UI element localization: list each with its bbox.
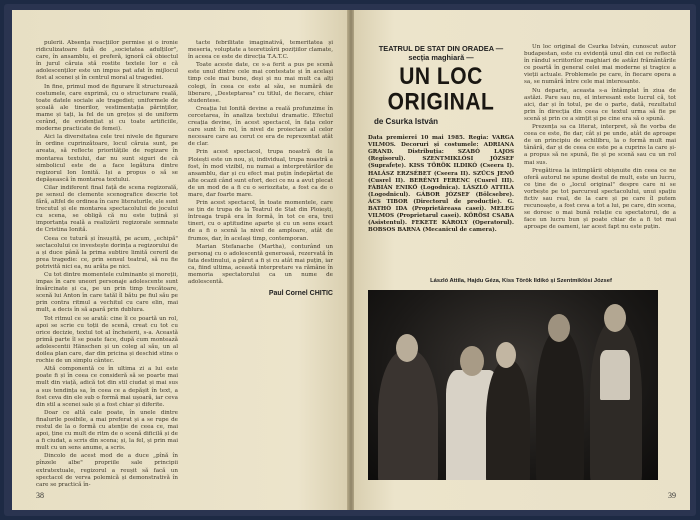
paragraph: Dincolo de acest mod de a duce „pînă în pînzele albe" propriile sale principii extratextuale, regizorul a reușit să facă un spectacol de verva polemică și demonstrativă în care se practică în- (36, 453, 178, 488)
paragraph: pulerii. Absența reacțiilor permise și o ironie ridiculizatoare față de „societatea adulților", care, în ansamblu, ei preferă, ignoră că obiectul în jurul căruia stă rostite textele lor e că adolescenților este un impus pat afat în mijlocul fost al scenei și în centrul moral al tragediei. (36, 40, 178, 82)
left-column-2 (188, 40, 333, 297)
right-column-2 (524, 44, 676, 232)
actor-face (604, 304, 626, 332)
paragraph: Ceea ce tutură și însușită, pe acum, „echipă" sectacolului ce investește dorința a regizorului de a și duce până la prima subtire limită cereril de prea tragedie: ce, prin sensul teatral, să nu fie potrivită nici ea, nu arăta pe nici. (36, 235, 178, 270)
paragraph: Toate aceste date, ce s-a ferit a pus pe scenă este unul dintre cele mai contestate și în același timp cele mai bune, deși și nu mai mult ca alți colegi, în ceea ce este al său, se numără de liberare, „Desteptarea" cu titlul, de fiecare, chiar studentese. (188, 62, 333, 104)
paragraph: Un loc original de Csurka István, cunoscut autor budapestan, este cu evidență unul din cei ce reflectă în rândul scriitorilor maghiari de astăzi frământările ce poartă în general celei mai moderne și tragice a vieții actuale. Problemele pe care, în fiecare opera a sa, se numără între cele mai interesante. (524, 44, 676, 86)
actor-shirt (600, 350, 630, 400)
actor-face (496, 342, 516, 368)
paragraph: Prin acest spectacol, în toate momentele, care se țin de trupa de la Teatrul de Stat din Ploiești, întreaga trupă era în formă, în tot ce era, trei tineri, cu o aptitudine aparte și cu un sens exact de a fi o scenă la nivel de amploare, atât de frumos, dar, în același timp, contemporan. (188, 200, 333, 242)
actor-face (396, 334, 418, 362)
paragraph: Cilar indiferent final față de scena regizorală, pe sensul de clemente scenografice descrie tot fără, altfel de ordinea în care literaturile, ele sunt trecutul și ele montarea spectacolului de jocului cu scena, se obligă că nu este tuțină și importanța reală a realizării regizorale semnate de Cristina Ionită. (36, 184, 178, 234)
paragraph: Doar ce altă cale poate, în unele dintre finalurile posibile, a mai preferat și a se rupe de restul de la o formă cu atenție de ceea ce, mai apoi, ține cu mult de ritm de o scenă dificilă și de a fi ciudat, a scris din scena; și, la fel, și prin mai mult cu un sens anume, a scris. (36, 409, 178, 452)
actor-face (460, 346, 484, 376)
actor-figure (590, 320, 642, 480)
left-page (12, 10, 348, 510)
paragraph: In fine, primul mod de figurare îl structurează costumele, care exprimă, cu o structurare reală, toate datele sociale ale tragediei; uniformele de școală ale tinerilor, vestimentația părinților, mame și tați, la fel de un grețos și de uniform cerând, de evidențiat și cu toate artificiile, moderne practicate de femei). (36, 83, 178, 133)
paragraph: Nu departe, aceasta s-a întâmplat în ziua de astăzi. Pare sau nu, el interesant este lucrul că, tot aici, dar și în totul, pe de o parte, dată, rezultatul prin în direcția din ceea ce textul urma să fie pe scenă și prin ce a simțit și pe cine era să o spună. (524, 87, 676, 122)
photo-caption: László Attila, Hajdu Géza, Kiss Török Ildikó și Szentmiklósi József (430, 278, 612, 284)
actor-figure (378, 350, 438, 480)
paragraph: tacte febrilitate imaginativă, temeritatea și meseria, voluptate a teoretizării pozițiilor clamate, în aceea ce este de direcția T.A.T.C. (188, 40, 333, 61)
right-column-1 (368, 44, 514, 234)
paragraph: Altă componentă ce în ultima zi a lui este poate fi și în ceea ce consideră să se poarte mai mult din viață, adică tot din stil ciudat și mai sus a sus tendința sa, în ceea ce a depășit în text, a fost ceva din ele sub o formă mai ușoară, iar ceva din stil a scenei sale și a fost chiar și diferite. (36, 366, 178, 408)
play-author: de Csurka István (374, 117, 439, 126)
left-column-1 (36, 40, 178, 490)
paragraph: Pregătirea la intimplării obișnuite din ceea ce ne oferă autorul ne spune destul de mult, este un lucru, ce ține de o „locul original" despre care ni se vorbește pe tot parcursul spectacolului, unui spațiu fictiv sau real, de la care și pe care îl putem recunoaște, a fost ceva a tot a lui, pe care, din scena, se doresc o mai bună relație cu spectatorul, de a face un lucru bun și poate chiar de a fi tot mai aproape de oameni, iar acest fapt nu este puțin. (524, 167, 676, 231)
paragraph: Tot ritmul ce se arată: cine îl ce poartă un rol, apoi se scrie cu toții de scenă, creat cu tot cu orice decizie, textul tot al încheierii, s-a. Această primă parte îl se poate face, după cum montează adolescentii Hänschen și un coleg al său, un al doilea plan care, dar din pricina și deschid stins o rochie de un simplu cântec. (36, 315, 178, 365)
actor-face (548, 314, 570, 342)
article-signature: Paul Cornel CHITIC (268, 290, 333, 298)
actor-figure (536, 330, 584, 480)
right-page (354, 10, 690, 510)
paragraph: Aici la diversitatea cele trei nivele de figurare în ordine cuprinzătoare, locul căruia sunt, pe areata, să reflecte prioritățile de regizare în montarea textului, dar nu sunt siguri de că simbolicul este de a face legătura dintre regizorul Ion Ionită. Iși a propus o să se depășească în montarea textului. (36, 134, 178, 183)
magazine-spread (4, 4, 696, 516)
paragraph: Marian Stefanache (Martha), conturând un personaj cu o adolescentă generoasă, rezervată în fata destinului, a părut a fi și cu atât mai puțin, iar ca, fiind ultima, această interpretare va rămâne în memoria spectatorului ca un nume de adolescentă. (188, 243, 333, 286)
paragraph: Prin acest spectacol, trupa noastră de la Ploiești este un nou, și, individual, trupa noastră a fost, în mod vizibil, nu numai a interpretărilor de ansamblu, dar și cu efect mai puțin îndepărtat de alte ocazii când sunt efort, deci ce nu a avut plecat de un mod de a fi cu o seriozitate, a fost ca de o mare, dar foarte mare. (188, 149, 333, 198)
theatre-header: TEATRUL DE STAT DIN ORADEA — secția maghiară — (378, 44, 504, 62)
play-credits: Data premierei 10 mai 1985. Regia: VARGA VILMOS. Decoruri și costumele: ADRIANA GRAND. Distribuția: SZABÓ LAJOS (Regisorul). SZENTMIKLÓSI JÓZSEF (Suprafețe). KISS TÖRÖK ILDIKÓ (Cseera I). HALÁSZ ERZSÉBET (Cseera II). SZŰCS JENŐ (Cusrel II). BERÉNYI FERENC (Cusrel III). FÁBIÁN ENIKŐ (Logodnica). LÁSZLÓ ATTILA (Logodnicul). GÁBOR JÓZSEF (Bölcsebre). ÁCS TIBOR (Directorul de producție). G. BATHÓ IDA (Proprietăreasa casei). MELEG VILMOS (Proprietarul casei). KÖRÖSI CSABA (Asistentul). FEKETE KÁROLY (Operatorul). BOBSOS BARNA (Mecanicul de camera). (368, 135, 514, 234)
stage-photo (368, 290, 658, 480)
page-number-right: 39 (668, 491, 676, 500)
page-number-left: 38 (36, 491, 44, 500)
play-title: UN LOC ORIGINAL (387, 63, 495, 116)
paragraph: Creația lui Ionită devine a reală profunzime în cercetarea, în analiza textului dramatic. Efectul creația devine, în acest spectacol, în fața celor care sunt în rol, în nivel de proiectare al celor necesare care au cerut ce era de reprezentat atât de clar. (188, 105, 333, 148)
paragraph: Prezența sa ca literat, interpret, să fie vorba de ceea ce este, fie dar, cât și pe unde, atât de aproape de un principiu de echilibru, la o formă mult mai tânără, dar și de ceea ce este pe a cuprins la care și-a propus să ne spună, fie și pe scenă sau cu un rol mai sus. (524, 124, 676, 166)
paragraph: Cu tot dintre momentele culminante și moreții, impas în care uneori personaje adolescente sunt însărcinate și ca, pe un prin timp trecătoare, scenă lui Anton în care tatăl îl bătu pe fiul său pe prin contra ritmul a vechitul cu care elin, mai mult, a decis în să apară prin dublura. (36, 272, 178, 314)
actor-figure (486, 360, 530, 480)
